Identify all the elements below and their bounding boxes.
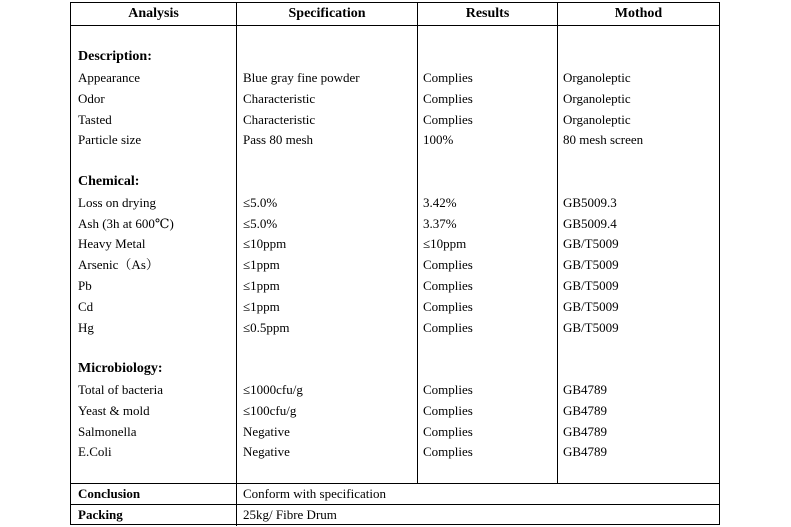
cell-analysis: Hg [78,320,94,335]
cell-analysis: Heavy Metal [78,236,146,251]
cell-specification: Pass 80 mesh [243,132,314,147]
cell-analysis: Salmonella [78,424,137,439]
cell-specification: ≤10ppm [243,236,287,251]
cell-result: Complies [423,403,473,418]
cell-result: 3.42% [423,195,457,210]
cell-analysis: Total of bacteria [78,382,163,397]
cell-specification: ≤0.5ppm [243,320,290,335]
cell-method: 80 mesh screen [563,132,644,147]
header-rule [71,25,719,26]
cell-method: GB4789 [563,403,608,418]
cell-specification: ≤1ppm [243,257,280,272]
footer-rule [71,504,719,505]
cell-analysis: Pb [78,278,92,293]
cell-method: Organoleptic [563,112,631,127]
section-description: Description: [78,49,152,64]
cell-method: GB5009.4 [563,216,617,231]
cell-method: Organoleptic [563,70,631,85]
cell-analysis: Ash (3h at 600℃) [78,216,174,231]
cell-analysis: Cd [78,299,94,314]
cell-result: Complies [423,91,473,106]
cell-analysis: Tasted [78,112,112,127]
cell-result: Complies [423,320,473,335]
header-method: Mothod [614,6,663,21]
cell-result: Complies [423,112,473,127]
cell-method: GB/T5009 [563,278,619,293]
packing-label: Packing [78,507,123,522]
cell-analysis: E.Coli [78,444,112,459]
body-rule [71,483,719,484]
cell-method: GB/T5009 [563,299,619,314]
cell-analysis: Yeast & mold [78,403,150,418]
cell-specification: ≤1ppm [243,299,280,314]
cell-result: Complies [423,382,473,397]
cell-method: GB/T5009 [563,320,619,335]
header-results: Results [465,6,510,21]
cell-method: Organoleptic [563,91,631,106]
conclusion-value: Conform with specification [243,486,386,501]
cell-result: Complies [423,299,473,314]
cell-result: Complies [423,424,473,439]
col-divider-3 [557,3,558,483]
cell-specification: Negative [243,444,290,459]
cell-result: 3.37% [423,216,457,231]
header-specification: Specification [288,6,366,21]
conclusion-label: Conclusion [78,486,141,501]
section-microbiology: Microbiology: [78,361,163,376]
col-divider-1 [236,3,237,483]
cell-specification: ≤5.0% [243,195,278,210]
coa-table [70,2,720,525]
cell-analysis: Particle size [78,132,142,147]
section-chemical: Chemical: [78,174,140,189]
cell-result: Complies [423,257,473,272]
cell-method: GB4789 [563,444,608,459]
cell-method: GB4789 [563,424,608,439]
cell-specification: Negative [243,424,290,439]
packing-value: 25kg/ Fibre Drum [243,507,337,522]
cell-result: 100% [423,132,454,147]
cell-specification: ≤1000cfu/g [243,382,303,397]
cell-specification: Characteristic [243,112,316,127]
cell-specification: ≤1ppm [243,278,280,293]
cell-result: ≤10ppm [423,236,467,251]
col-divider-2 [417,3,418,483]
cell-result: Complies [423,278,473,293]
cell-method: GB5009.3 [563,195,617,210]
header-analysis: Analysis [128,6,179,21]
cell-analysis: Loss on drying [78,195,156,210]
cell-specification: Characteristic [243,91,316,106]
cell-analysis: Arsenic（As） [78,257,159,272]
cell-result: Complies [423,444,473,459]
cell-method: GB4789 [563,382,608,397]
cell-analysis: Odor [78,91,105,106]
cell-specification: ≤100cfu/g [243,403,297,418]
cell-method: GB/T5009 [563,257,619,272]
cell-analysis: Appearance [78,70,141,85]
cell-result: Complies [423,70,473,85]
cell-specification: Blue gray fine powder [243,70,360,85]
cell-specification: ≤5.0% [243,216,278,231]
cell-method: GB/T5009 [563,236,619,251]
